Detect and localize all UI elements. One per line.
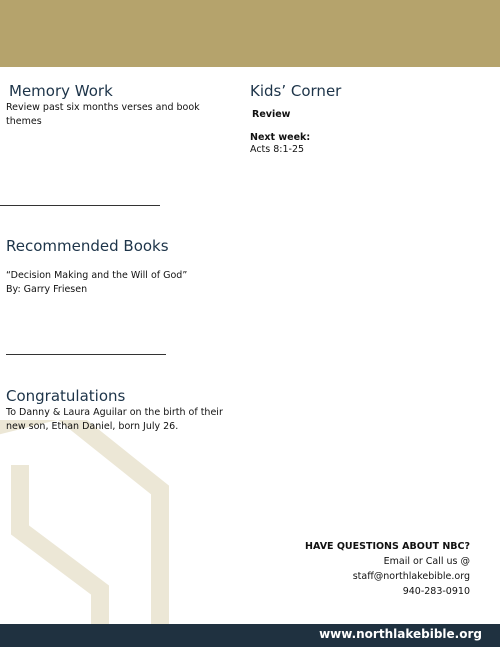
contact-phone[interactable]: 940-283-0910 [402, 586, 470, 597]
kids-corner-heading: Kids’ Corner [250, 82, 342, 100]
recommended-book-author: By: Garry Friesen [6, 284, 88, 295]
contact-heading: HAVE QUESTIONS ABOUT NBC? [305, 541, 470, 552]
congratulations-line-1: To Danny & Laura Aguilar on the birth of their [6, 407, 223, 418]
kids-corner-next-week-value: Acts 8:1-25 [250, 144, 305, 155]
contact-email[interactable]: staff@northlakebible.org [352, 571, 470, 582]
congratulations-text [6, 406, 223, 434]
kids-corner-review: Review [252, 109, 291, 120]
divider-1 [0, 205, 160, 206]
footer-bar [0, 624, 500, 647]
memory-work-line-1: Review past six months verses and book [6, 102, 200, 113]
memory-work-text [6, 101, 200, 129]
divider-2 [6, 354, 166, 355]
congratulations-heading: Congratulations [6, 387, 126, 405]
congratulations-line-2: new son, Ethan Daniel, born July 26. [6, 421, 179, 432]
top-color-band [0, 0, 500, 67]
memory-work-line-2: themes [6, 116, 42, 127]
recommended-books-heading: Recommended Books [6, 237, 169, 255]
watermark-shape-icon [0, 420, 200, 630]
contact-block [305, 539, 470, 599]
footer-website-link[interactable]: www.northlakebible.org [319, 627, 482, 641]
memory-work-heading: Memory Work [9, 82, 113, 100]
recommended-book-title: “Decision Making and the Will of God” [6, 270, 188, 281]
watermark-graphic [0, 420, 200, 630]
kids-corner-next-week-label: Next week: [250, 132, 311, 143]
contact-line: Email or Call us @ [383, 556, 470, 567]
